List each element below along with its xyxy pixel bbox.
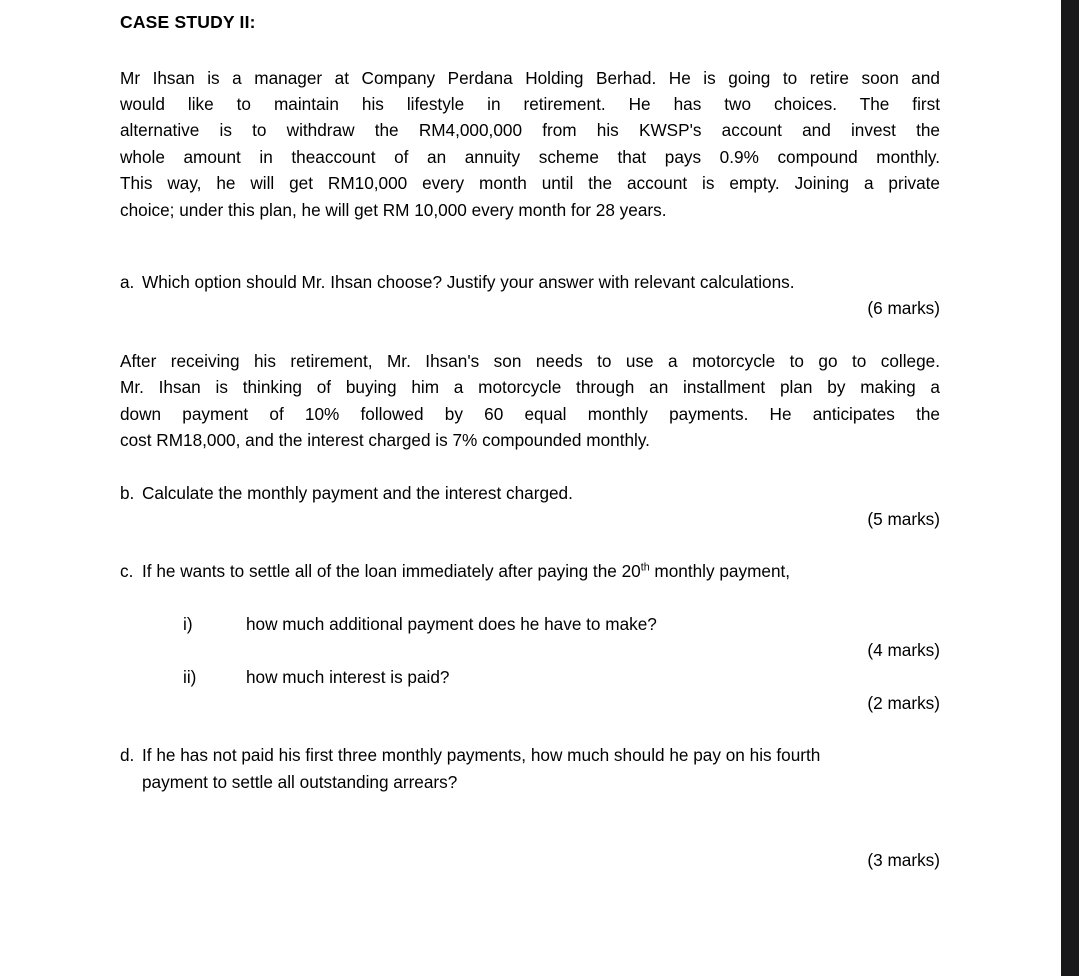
question-b-marks: (5 marks) — [867, 508, 940, 529]
scenario-b-line-1: After receiving his retirement, Mr. Ihsan's son needs to use a motorcycle to go to college. — [120, 350, 940, 371]
question-b-body — [142, 480, 940, 506]
spacer — [120, 795, 940, 847]
intro-paragraph — [120, 65, 940, 223]
question-a-marks: (6 marks) — [867, 298, 940, 319]
subitem-i-text: how much additional payment does he have to make? — [246, 613, 657, 634]
subitem-ii-marks: (2 marks) — [867, 692, 940, 713]
page-title: CASE STUDY II: — [120, 12, 256, 32]
question-c-subitem-ii — [183, 664, 940, 690]
scan-edge-artifact — [1061, 0, 1079, 976]
subitem-i-marker: i) — [183, 613, 193, 634]
question-d — [120, 742, 940, 795]
intro-line-1: Mr Ihsan is a manager at Company Perdana Holding Berhad. He is going to retire soon and — [120, 67, 940, 88]
question-b-line-1: Calculate the monthly payment and the interest charged. — [142, 482, 573, 503]
question-c — [120, 558, 940, 584]
spacer — [120, 532, 940, 558]
spacer — [120, 585, 940, 611]
ordinal-superscript: th — [640, 561, 650, 574]
scenario-b-line-3: down payment of 10% followed by 60 equal monthly payments. He anticipates the — [120, 403, 940, 424]
document-body — [120, 0, 940, 874]
question-d-line-1: If he has not paid his first three monthly payments, how much should he pay on his fourth — [142, 745, 821, 766]
spacer — [120, 454, 940, 480]
spacer — [120, 322, 940, 348]
intro-line-4: whole amount in theaccount of an annuity scheme that pays 0.9% compound monthly. — [120, 146, 940, 167]
question-c-stem — [142, 558, 940, 584]
intro-line-3: alternative is to withdraw the RM4,000,000 from his KWSP's account and invest the — [120, 120, 940, 141]
question-a-marker: a. — [120, 272, 135, 293]
question-d-body — [142, 742, 940, 795]
spacer — [120, 223, 940, 269]
question-c-body — [142, 558, 940, 584]
question-c-stem-after: monthly payment, — [649, 561, 791, 582]
intro-line-5: This way, he will get RM10,000 every month until the account is empty. Joining a private — [120, 173, 940, 194]
question-a-body — [142, 269, 940, 295]
intro-line-2: would like to maintain his lifestyle in retirement. He has two choices. The first — [120, 94, 940, 115]
spacer — [120, 716, 940, 742]
intro-line-6: choice; under this plan, he will get RM 10,000 every month for 28 years. — [120, 199, 667, 220]
question-b — [120, 480, 940, 506]
question-d-line-2: payment to settle all outstanding arrears? — [142, 771, 458, 792]
question-a — [120, 269, 940, 295]
subitem-ii-text: how much interest is paid? — [246, 666, 450, 687]
subitem-ii-marker: ii) — [183, 666, 197, 687]
question-b-marker: b. — [120, 482, 135, 503]
question-c-stem-before: If he wants to settle all of the loan immediately after paying the 20 — [142, 561, 641, 582]
scenario-b-paragraph — [120, 348, 940, 454]
spacer — [120, 35, 940, 65]
question-c-subitem-i — [183, 611, 940, 637]
scenario-b-line-2: Mr. Ihsan is thinking of buying him a motorcycle through an installment plan by making a — [120, 377, 940, 398]
scenario-b-line-4: cost RM18,000, and the interest charged is 7% compounded monthly. — [120, 430, 650, 451]
question-d-marks: (3 marks) — [867, 850, 940, 871]
question-a-line-1: Which option should Mr. Ihsan choose? Justify your answer with relevant calculations. — [142, 272, 795, 293]
question-d-marker: d. — [120, 745, 135, 766]
question-c-marker: c. — [120, 561, 134, 582]
subitem-i-marks: (4 marks) — [867, 640, 940, 661]
